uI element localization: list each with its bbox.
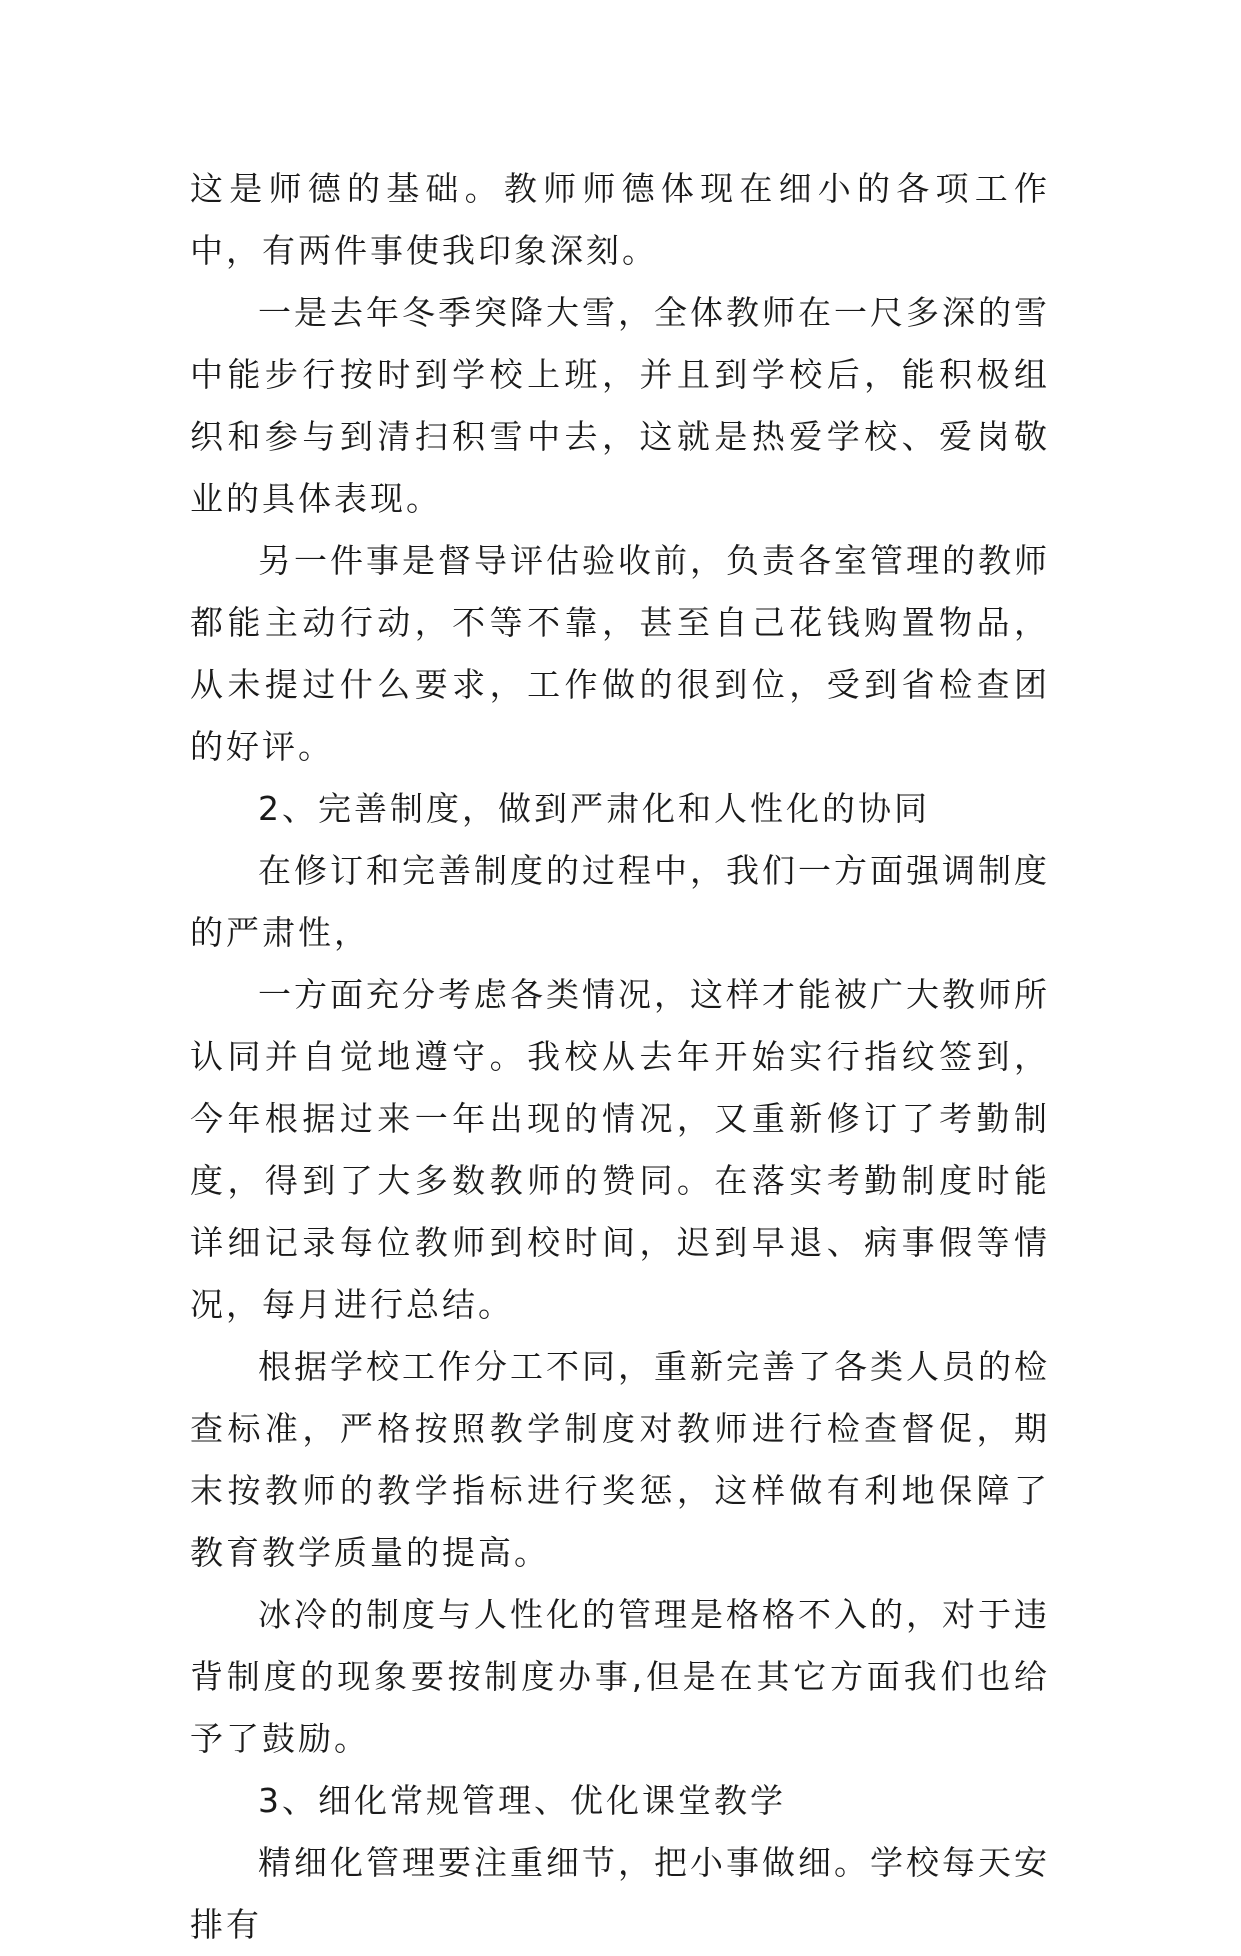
section-heading-3: 3、细化常规管理、优化课堂教学	[258, 1781, 786, 1820]
paragraph-7: 冰冷的制度与人性化的管理是格格不入的，对于违背制度的现象要按制度办事,但是在其它方面我们也给予了鼓励。	[190, 1595, 1050, 1758]
paragraph-1: 这是师德的基础。教师师德体现在细小的各项工作中，有两件事使我印象深刻。	[190, 169, 1050, 270]
paragraph-6: 根据学校工作分工不同，重新完善了各类人员的检查标准，严格按照教学制度对教师进行检查督促，期末按教师的教学指标进行奖惩，这样做有利地保障了教育教学质量的提高。	[190, 1347, 1050, 1572]
paragraph-3: 另一件事是督导评估验收前，负责各室管理的教师都能主动行动，不等不靠，甚至自己花钱购置物品，从未提过什么要求，工作做的很到位，受到省检查团的好评。	[190, 541, 1050, 766]
paragraph-5: 一方面充分考虑各类情况，这样才能被广大教师所认同并自觉地遵守。我校从去年开始实行指纹签到，今年根据过来一年出现的情况，又重新修订了考勤制度，得到了大多数教师的赞同。在落实考勤制度时能详细记录每位教师到校时间，迟到早退、病事假等情况，每月进行总结。	[190, 975, 1050, 1324]
document-body	[190, 158, 1050, 1956]
section-heading-2: 2、完善制度，做到严肃化和人性化的协同	[258, 789, 930, 828]
paragraph-4: 在修订和完善制度的过程中，我们一方面强调制度的严肃性，	[190, 851, 1050, 952]
paragraph-8: 精细化管理要注重细节，把小事做细。学校每天安排有	[190, 1843, 1050, 1944]
paragraph-2: 一是去年冬季突降大雪，全体教师在一尺多深的雪中能步行按时到学校上班，并且到学校后，能积极组织和参与到清扫积雪中去，这就是热爱学校、爱岗敬业的具体表现。	[190, 293, 1050, 518]
